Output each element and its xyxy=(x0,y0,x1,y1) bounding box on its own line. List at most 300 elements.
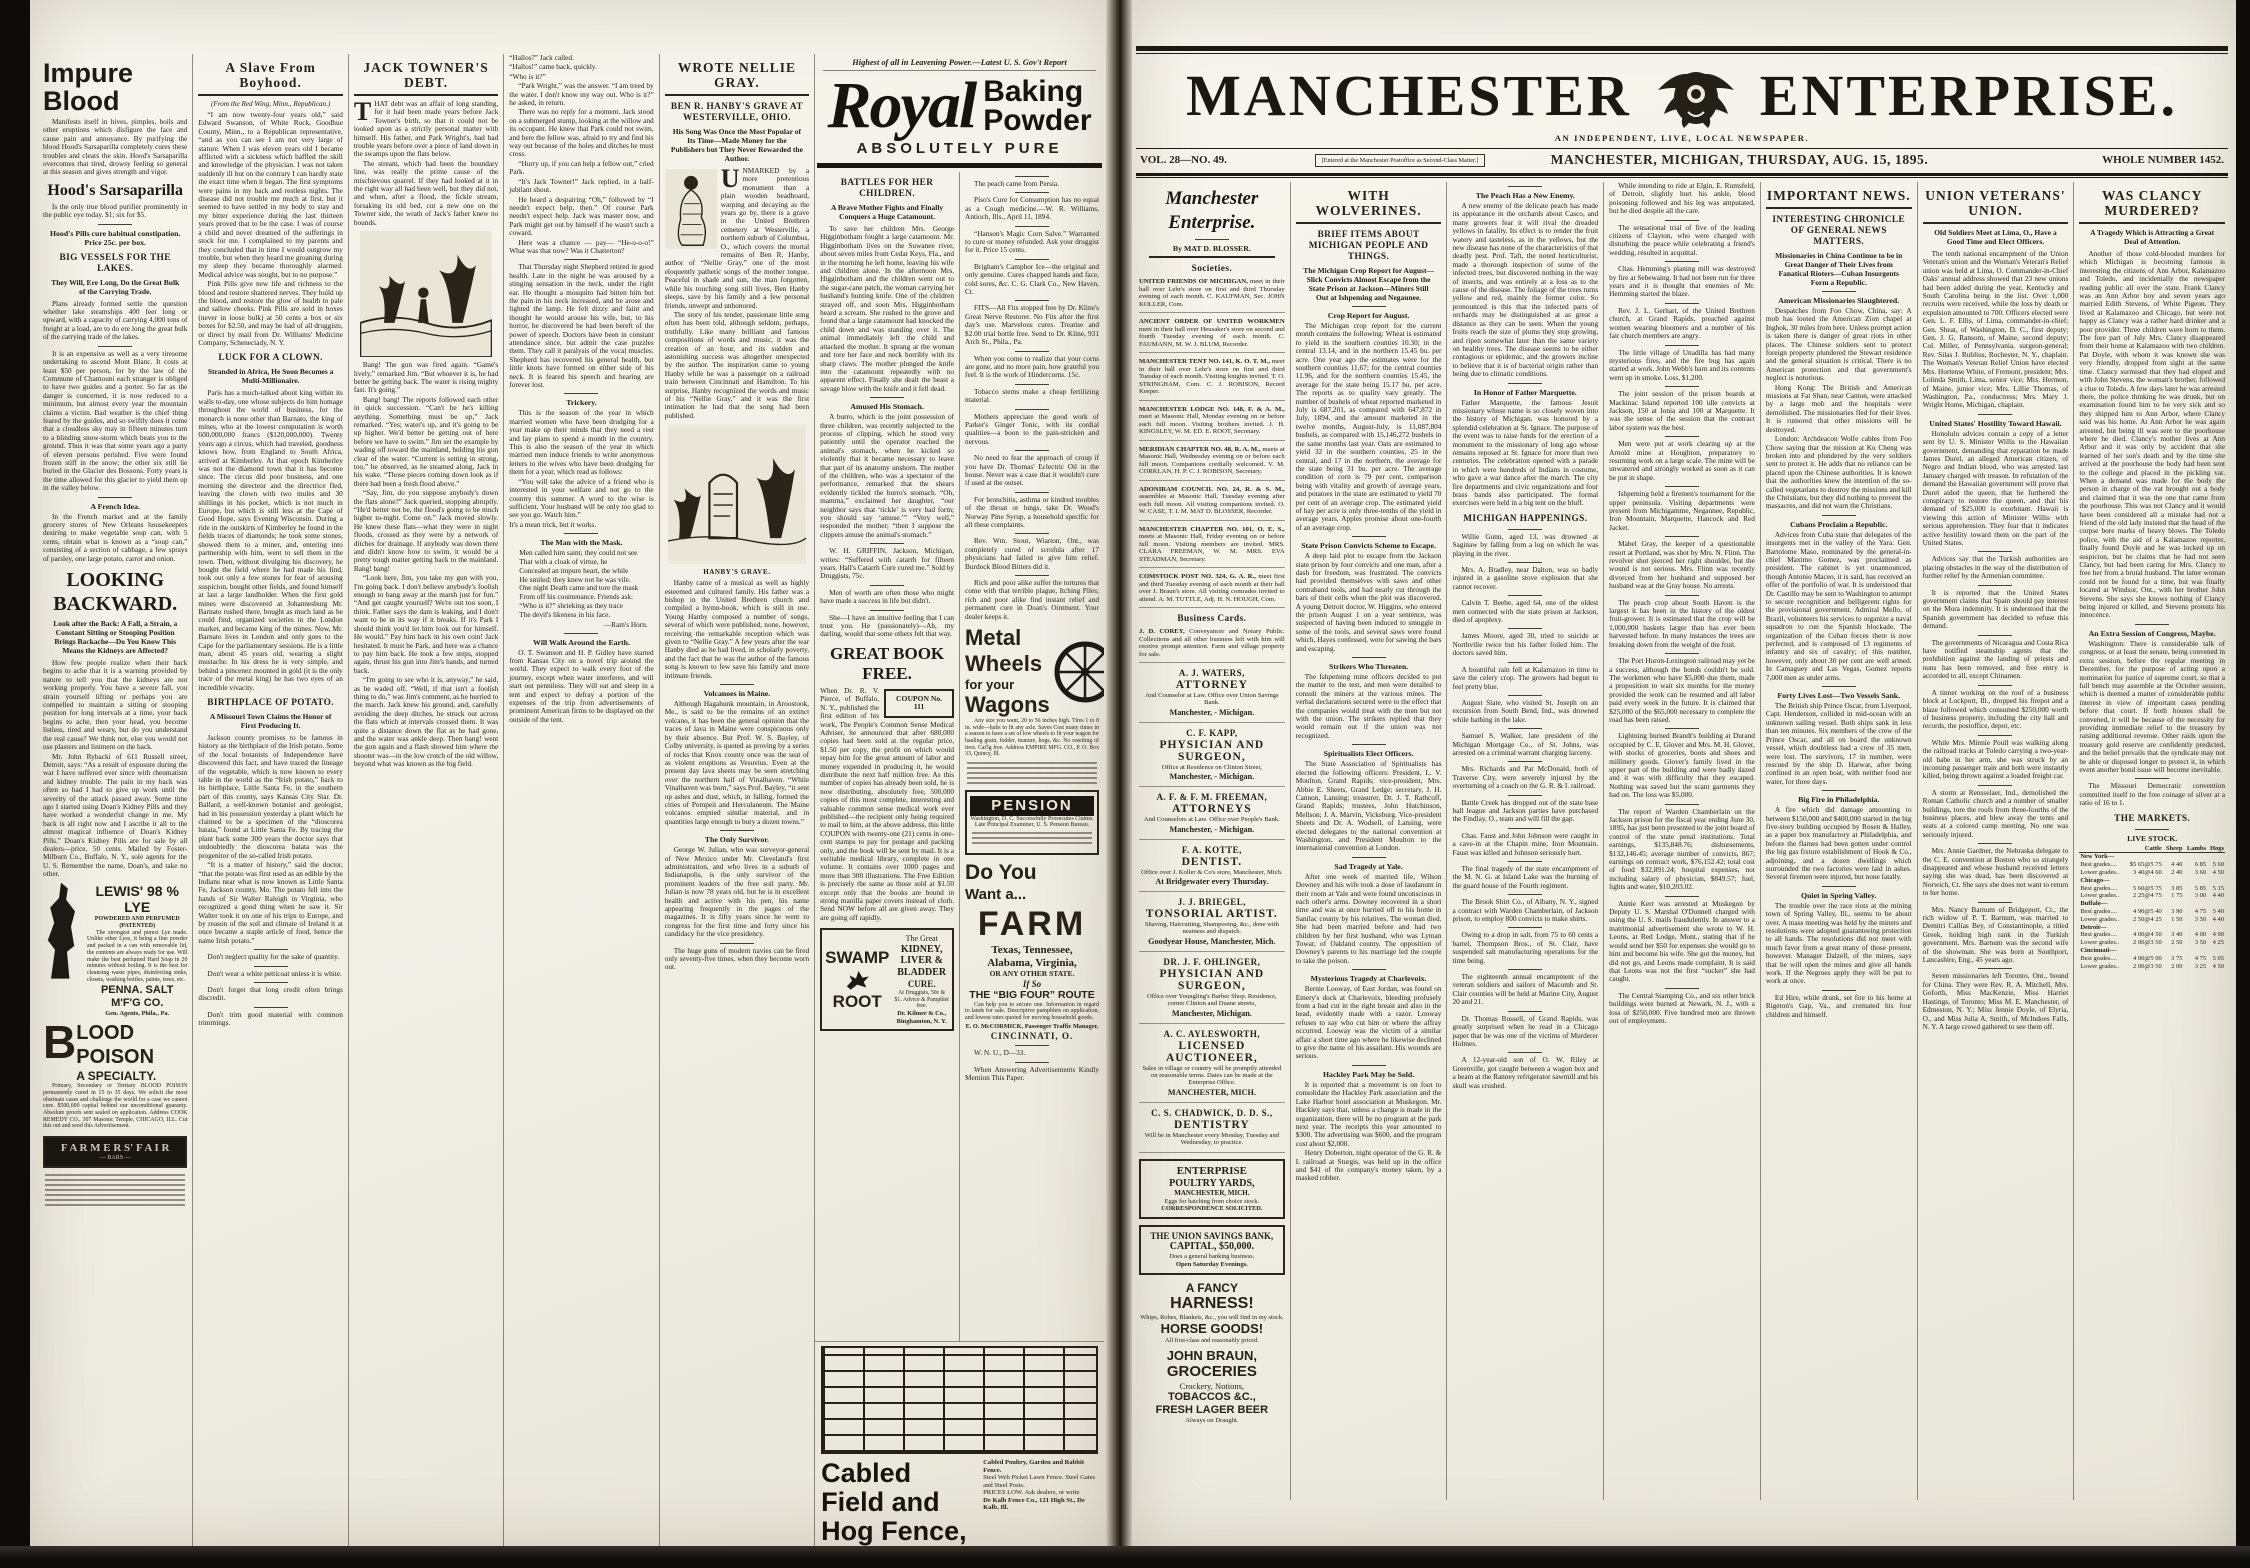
markets-table-cell: 4 00 xyxy=(2194,931,2207,939)
markets-table-header-cell xyxy=(2079,845,2125,853)
item-heading-text: United States' Hostility Toward Hawaii. xyxy=(1929,418,2062,428)
ad-block xyxy=(1139,1225,1285,1275)
business-card-place: Goodyear House, Manchester, Mich. xyxy=(1148,936,1276,946)
news-item-text: A bountiful rain fell at Kalamazoo in time to save the celery crop. The growers had begun to feel pretty blue. xyxy=(1452,664,1599,691)
page-fold-gutter xyxy=(1106,0,1132,1552)
business-card-role: ATTORNEYS xyxy=(1172,803,1252,816)
item-separator-rule xyxy=(1508,186,1542,187)
news-item xyxy=(1452,795,1598,824)
news-item xyxy=(1923,551,2069,580)
rooster-icon xyxy=(844,969,870,991)
ad-line: OR ANY OTHER STATE. xyxy=(989,968,1075,978)
news-item xyxy=(1452,628,1598,657)
news-item-text: Samuel S. Walker, late president of the Michigan Mortgage Co., of St. Johns, was arrested on a criminal warrant charging larceny. xyxy=(1452,731,1599,757)
item-separator-rule xyxy=(1508,1011,1542,1012)
markets-table-cell: 4 00@5 00 xyxy=(2132,954,2162,962)
news-item-text: Rev. J. L. Gerhart, of the United Brethren church, at Grand Rapids, preached against women wearing bloomers and a number of his fair church members are angry. xyxy=(1609,305,1755,341)
business-card-details: Sales in village or country will be promptly attended on reasonable terms. Dates can be made at the Enterprise Office. xyxy=(1142,1064,1282,1087)
ad-line: Always on Draught. xyxy=(1185,1417,1239,1425)
news-item xyxy=(1452,529,1598,558)
item-separator-rule xyxy=(1978,968,2012,969)
ad-line: CAPITAL, $50,000. xyxy=(1169,1241,1254,1253)
body-paragraph: This is the season of the year in which married women who have been drudging for a year make up their minds that they need a rest and lay plans to spend a month in the country. This is also the season of the year in which married men induce friends to write anonymous letters to the wives who have been drudging for them for a year, which read as follows: xyxy=(509,408,654,477)
article-deck: A Brave Mother Fights and Finally Conquers a Huge Catamount. xyxy=(831,203,944,221)
body-paragraph: Henry Doberton, night operator of the G. R. & I. railroad at Sturgis, was held up in the office and $41 of the company's money taken, by a masked robber. xyxy=(1295,1148,1442,1183)
society-card-lead: COMSTOCK POST NO. 324, G. A. R., xyxy=(1139,573,1256,580)
body-paragraph: Is the only true blood purifier prominently in the public eye today. $1; six for $5. xyxy=(43,201,188,220)
article-subheadline: BRIEF ITEMS ABOUT MICHIGAN PEOPLE AND THINGS. xyxy=(1308,230,1429,262)
news-item xyxy=(820,543,954,581)
news-item-text: Chas. Faust and John Johnson were caught in a cave-in at the Chapin mine, Iron Mountain. Faust was killed and Johnson seriously hurt. xyxy=(1452,830,1599,857)
body-paragraph: Jackson county promises to be famous in history as the birthplace of the Irish potato. Some of the local botanists of Independence have discovered this fact, and have traced the lineage of the vegetable, which is now known to every table in the world as the “Irish potato,” back to its birthplace, Little Santa Fe, in the southern part of this county, says Kansas City Star. Dr. Ballard, a well-known botanist and geologist, had in his possession yesterday a plant which he claimed to be a specimen of the “dioscorea batata,” found at Little Santa Fe. By tracing the plant back some 300 years the doctor says that undoubtedly the dioscorea batata was the progenitor of the so-called Irish potato. xyxy=(198,733,343,860)
masthead-title-right: ENTERPRISE. xyxy=(1759,63,2178,128)
item-separator-rule xyxy=(870,543,904,544)
article-headline: WAS CLANCY MURDERED? xyxy=(2079,188,2225,224)
news-item-text: Chas. Hemming's planing mill was destroyed by fire at Sebewaing. It had not been run for three years and it is thought that enemies of Mr. Hemming started the blaze. xyxy=(1609,264,1755,299)
news-item xyxy=(1452,728,1598,757)
ad-line: Open Saturday Evenings. xyxy=(1175,1260,1248,1268)
news-item-text: The Port Huron-Lexington railroad may yet be a success, although the bonds couldn't be sold. The workmen who have $5,000 due them, made a proposition to wait six months for the money provided the work can be resumed and all labor paid every week in the future. It is claimed that $25,000 of the $65,000 necessary to complete the road has been raised. xyxy=(1609,656,1755,724)
business-card-role: TONSORIAL ARTIST. xyxy=(1145,908,1278,921)
fence-ad xyxy=(815,1341,1104,1552)
royal-brand-wordmark: Royal xyxy=(827,69,976,142)
body-paragraph: Honolulu advices contain a copy of a letter sent by U. S. Minister Willis to the Hawaiian government, demanding that reparation be made James Durel, an alleged American citizen, of Negro and Indian blood, who was arrested last January charged with treason. In refutation of the demand the Hawaiian government will prove that Durel aided the queen, that he furthered the conspiracy to restore the queen, and that his demand of $25,000 is exorbitant. Hawaii is viewing this action of Minister Willis with serious apprehension. They fear that it indicates active hostility toward them on the part of the United States. xyxy=(1922,428,2069,547)
illustration-caption: HANBY'S GRAVE. xyxy=(703,568,771,577)
markets-table-cell: 4 40 xyxy=(2171,861,2183,869)
news-item xyxy=(1923,843,2069,897)
society-card: MANCHESTER LODGE NO. 148, F. & A. M., meet at Masonic Hall, Monday evening on or before each full moon. Visiting brothers invited. J. H. KINGSLEY, W. M. ED. E. ROOT, Secretary. xyxy=(1139,406,1285,441)
poem-line: Men called him saint; they could not see xyxy=(519,548,638,558)
ad-line: The Great xyxy=(905,934,938,944)
markets-table-row xyxy=(2079,963,2225,971)
giant-letter-b: B xyxy=(43,1015,77,1068)
newspaper-column-right-2 xyxy=(1291,182,1448,1500)
article-deck: His Song Was Once the Most Popular of Its Time—Made Money for the Publishers but They Never Rewarded the Author. xyxy=(670,127,803,163)
news-item-text: Mrs. Richards and Pat McDonald, both of Traverse City, were severely injured by the overturning of a coach on the G. R. & I. railroad. xyxy=(1452,764,1599,791)
markets-table-cell: Best grades.... xyxy=(2080,931,2117,939)
markets-table-cell: 3 40@4 60 xyxy=(2132,868,2162,876)
item-separator-rule xyxy=(1352,857,1386,858)
display-headline: Manchester Enterprise. xyxy=(1165,188,1259,233)
news-item-text: For bronchitis, asthma or kindred troubles of the throat or lungs, take Dr. Wood's Norway Pine Syrup, a household specific for all these complaints. xyxy=(965,494,1099,529)
wire-fence-illustration xyxy=(821,1346,1098,1454)
item-separator-rule xyxy=(1978,551,2012,552)
news-item xyxy=(1609,486,1755,532)
item-separator-rule xyxy=(1822,886,1856,887)
body-paragraph: Hong Kong: The British and American missions at Fat Shan, near Canton, were attacked by a large mob and the hospitals were demolished. The missionaries fled for their lives. It is rumored that other missions will be destroyed. xyxy=(1765,382,1912,434)
news-item-text: Don't forget that long credit often brings discredit. xyxy=(198,984,343,1003)
markets-table-cell: 3 90 xyxy=(2171,907,2183,915)
news-item xyxy=(965,533,1099,571)
news-item-text: Don't trim good material with common trimmings. xyxy=(198,1009,343,1028)
news-item-text: It is an expensive as well as a very tiresome undertaking to ascend Mont Blanc. It costs at least $50 per person, for by the law of the Commune of Chamouni each stranger is obliged to have two guides and a porter. So far as the danger is concerned, it is now reduced to a minimum, but almost every year the mountain claims a victim. Bad weather is the chief thing feared by the guides, and so swiftly does it come that a cloudless sky may in fifteen minutes turn to a blinding snow-storm which beats you to the ground. Thus it was that some years ago a party of eleven persons perished. Five were found frozen stiff in the snow; the other six still lie buried in the Glacier des Bossons. Forty years is the time allowed for this glacier to yield them up in the valley below. xyxy=(43,348,188,493)
news-item xyxy=(1923,685,2069,731)
article-headline: UNION VETERANS' UNION. xyxy=(1923,188,2069,224)
ad-line: GROCERIES xyxy=(1166,1363,1257,1381)
ad-line: ENTERPRISE xyxy=(1176,1164,1247,1177)
markets-table-cell: $5 65@5 75 xyxy=(2129,861,2162,869)
ad-line: JOHN BRAUN, xyxy=(1166,1348,1257,1364)
business-card-details: Office over J. Koller & Co's store, Manchester, Mich. xyxy=(1141,868,1283,876)
item-separator-rule xyxy=(1015,259,1049,260)
business-card-name: A. F. & F. M. FREEMAN, xyxy=(1156,792,1268,803)
news-item xyxy=(665,943,809,972)
item-separator-rule xyxy=(1508,529,1542,530)
markets-table xyxy=(2079,845,2225,971)
item-heading-text: Mysterious Tragedy at Charlevoix. xyxy=(1310,974,1427,984)
body-paragraph: Although Hagahunk mountain, in Aroostook, Me., is said to be the remains of an extinct volcano, it has been the general opinion that the traces of lava in Maine were conspicuous only by their absence. But Prof. W. S. Bayley, of Colby university, is quoted as proving by a series of rocks that Knox county once was the seat of as violent eruptions as Vesuvius. Even at the present day lava sheets may be seen stretching over the northern half of Vinalhaven. “While Vinalhaven was born,” says Prof. Bayley, “it sent up ashes and dust, which, in falling, formed the cities of Pompeii and Herculaneum. The Maine volcanos emptied similar material, and in quantities large enough to bury a dozen towns.” xyxy=(664,699,810,826)
body-paragraph: UNMARKED by a more pretentious monument than a plain wooden headboard, warping and decaying as the years go by, there is a grave in the United Brethren cemetery at Westerville, a northern suburb of Columbus, O., which covers the mortal remains of Ben R. Hanby, author of “Nellie Gray,” one of the most eloquently pathetic songs of the mother tongue. Peaceful in shade and sun, the man forgotten, while his touching song still lives, Ben Hanby sleeps, save by his family and a few personal friends, unwept and unhonored. xyxy=(664,164,810,310)
news-item-text: Mrs. Annie Gardner, the Nebraska delegate to the C. E. convention at Boston who so strangely disappeared and whose husband received letters saying she was dead, has been discovered at Norwich, Ct. She says she does not want to return to her home. xyxy=(1922,846,2069,898)
item-separator-rule xyxy=(1822,990,1856,991)
markets-table-cell: 3 25 xyxy=(2194,962,2207,970)
news-item xyxy=(1452,894,1598,923)
business-card-place: Manchester, - Michigan. xyxy=(1169,824,1255,834)
markets-table-cell: 5 85 xyxy=(2194,884,2207,892)
display-headline: Impure Blood xyxy=(43,58,134,116)
body-paragraph: COUPON No. 111 When Dr. R. V. Pierce, of Buffalo, N. Y., published the first edition of his work, The People's Common Sense Medical Adviser, he announced that after 680,000 copies had been sold at the regular price, $1.50 per copy, the profit on which would repay him for the great amount of labor and money expended in producing it, he would distribute the next half million free. As this number of copies has already been sold, he is now distributing, absolutely free, 500,000 copies of this most complete, interesting and valuable common sense medical work ever published—the recipient only being required to mail to him, at the above address, this little COUPON with twenty-one (21) cents in one-cent stamps to pay for postage and packing only, and the book will be sent by mail. It is a veritable medical library, complete in one volume. It contains over 1000 pages and more than 300 illustrations. The Free Edition is precisely the same as those sold at $1.50 except only that the books are bound in strong manilla paper covers instead of cloth. Send NOW before all are given away. They are going off rapidly. xyxy=(820,685,955,922)
news-item xyxy=(820,610,954,639)
markets-table-cell: 2 50@4 25 xyxy=(2132,915,2162,923)
body-paragraph: Mr. John Rybacki of 611 Russell street, Detroit, says: “As a result of exposure during the war I have suffered ever since with rheumatism and kidney trouble. The pain in my back was often so bad I had to give up work until the severity of the attack passed away. Some time ago I started using Doan's Kidney Pills and they have worked a wonderful change in me. My back is all right now and I ascribe it all to the almost magical influence of Doan's Kidney Pills.” Doan's Kidney Pills are for sale by all dealers—price, 50 cents. Mailed by Foster-Milburn Co., Buffalo, N. Y., sole agents for the U. S. Remember the name, Doan's, and take no other. xyxy=(43,751,188,879)
item-separator-rule xyxy=(1508,969,1542,970)
news-item xyxy=(965,384,1099,405)
poem-line: Concealed an impure heart, the while xyxy=(519,565,629,575)
body-paragraph: A fire which did damage amounting to between $150,000 and $400,000 started in the big five-story building occupied by Rosen & Halley, as a paper box manufactory at Philadelphia, and before the flames had been gotten under control the big gas fixture establishment of Hook & Co., adjoining, and a dozen dwellings which surrounded the two factories were laid in ashes. Several firemen were injured, but none fatally. xyxy=(1765,805,1912,882)
item-heading-text: American Missionaries Slaughtered. xyxy=(1778,296,1900,305)
news-item-text: That Thursday night Shepherd retired in good health. Late in the night he was aroused by a stinging sensation in the neck, under the right ear. He thought a mosquito had bitten him but the pain in his neck increased, and he arose and lighted the lamp. He felt dizzy and faint and thought he would arouse his wife, but, to his horror, he discovered he had been bereft of the power of speech. Doctors have been in constant attendance since, but admit the case puzzles them. They call it paralysis of the vocal muscles. Shepherd has recovered his general health, but little knots have formed on either side of his neck. It is feared his speech and hearing are forever lost. xyxy=(509,262,654,390)
body-paragraph: Manifests itself in hives, pimples, boils and other eruptions which disfigure the face and cause pain and annoyance. By purifying the blood Hood's Sarsaparilla completely cures these troubles and clears the skin. Hood's Sarsaparilla overcomes that tired, drowsy feeling so general at this season and gives strength and vigor. xyxy=(43,117,188,177)
news-item-text: When Answering Advertisements Kindly Mention This Paper. xyxy=(965,1064,1099,1083)
news-item xyxy=(1923,635,2069,681)
news-item xyxy=(965,192,1099,221)
item-separator-rule xyxy=(1665,345,1699,346)
item-separator-rule xyxy=(1978,735,2012,736)
right-page xyxy=(1128,0,2236,1552)
article-source-line: (From the Red Wing, Minn., Republican.) xyxy=(210,100,331,108)
markets-table-cell: 4 75 xyxy=(2194,907,2207,915)
metal-wheels-ad xyxy=(965,625,1099,758)
news-item-text: The little village of Unadilla has had many mysterious fires, and the fire bug has again started at work. John Webb's barn and its contents went up in smoke. Loss, $1,200. xyxy=(1609,347,1755,382)
item-heading-text: Trickery. xyxy=(566,398,597,408)
ad-line: SWAMP xyxy=(825,947,890,967)
body-paragraph: “It is a matter of history,” said the doctor, “that the potato was first used as an edible by the Indians near what is now known as Little Santa Fe, Jackson county, Mo. The potato fell into the hands of Sir Walter Raleigh in Virginia, who recognized a good thing when he saw it. Sir Walter took it on one of his trips to Europe, and by reason of the soil and climate of Ireland it at once became a staple article of food, hence the name Irish potato.” xyxy=(198,860,343,945)
news-item-text: Don't neglect quality for the sake of quantity. xyxy=(207,952,340,962)
item-separator-rule xyxy=(1352,536,1386,537)
business-card xyxy=(1139,668,1285,723)
masthead xyxy=(1128,0,2236,178)
item-separator-rule xyxy=(720,943,754,944)
markets-table-cell: 3 75 xyxy=(2171,954,2183,962)
business-card-place: MANCHESTER, MICH. xyxy=(1167,1087,1256,1097)
news-item-text: The report of Warden Chamberlain on the Jackson prison for the fiscal year ending June 30, 1895, has just been presented to the joint board of control of the state penal institutions. Total earnings, $135,848.76; disbursements, $132,146.45; average number of convicts, 867; earnings on contract work, $76,152.42; total cost of food $32,891.24; hospital expenses, not including salary of physician, $849.57; fuel, lights and water, $10,203.02. xyxy=(1609,806,1755,892)
body-paragraph: While intending to ride at Elgin, E. Rumsfeld, of Detroit, slightly hurt his ankle, blood poisoning followed and his leg was amputated, but he died despite all the care. xyxy=(1609,182,1755,216)
ad-line: At Druggists, 50c & $1. Advice & Pamphlet free. xyxy=(894,989,949,1010)
news-item-text: Owing to a drop in salt, from 75 to 60 cents a barrel, Thompson Bros., of St. Clair, have suspended salt manufacturing operations for the time being. xyxy=(1452,930,1599,965)
body-paragraph: Pink Pills give new life and richness to the blood and restore shattered nerves. They build up the blood, and restore the glow of health to pale and sallow cheeks. Pink Pills are sold in boxes (never in loose bulk) at 50 cents a box or six boxes for $2.50, and may be had of all druggists, or direct by mail from Dr. Williams' Medicine Company, Schenectady, N. Y. xyxy=(198,279,343,347)
poem-line: The devil's likeness in his face. xyxy=(519,609,611,619)
news-item-text: While Mrs. Minnie Poull was walking along the railroad tracks at Toledo carrying a two-year-old babe in her arm, she was struck by an incoming passenger train and both were instantly killed, being thrown against a loaded freight car. xyxy=(1922,737,2069,781)
news-item-text: Men of worth are often those who might have made a success in life but didn't. xyxy=(820,587,955,606)
ad-line: Want a... xyxy=(965,885,1027,903)
ad-line: Wheels xyxy=(965,651,1043,677)
drop-cap: T xyxy=(353,97,372,126)
ad-line: LEWIS' 98 % LYE xyxy=(95,882,179,916)
business-card-place: Manchester, - Michigan. xyxy=(1169,707,1255,717)
ad-line: CINCINNATI, O. xyxy=(990,1030,1074,1041)
markets-table-cell: 4 40 xyxy=(2212,915,2225,923)
news-item-text: W. N. U., D—33. xyxy=(974,1048,1026,1058)
item-separator-rule xyxy=(1508,828,1542,829)
ad-line: — BARS — xyxy=(99,1155,131,1162)
society-card-lead: MANCHESTER LODGE NO. 148, F. & A. M., xyxy=(1139,405,1285,413)
business-card-role: DENTIST. xyxy=(1181,855,1243,868)
body-paragraph: The Michigan crop report for the current month contains the following: Wheat is estimated to yield in the southern counties 10.30; in the central 13.14, and in the northern 15.45 bu. per acre. One year ago the estimates were for the southern counties 11.67; for the central counties 11.96, and for the northern counties 15.45, the average for the state being 15.17 bu. per acre. The reports as to quality vary greatly. The number of bushels of wheat reported marketed in July is 687,201, as compared with 647,872 in July, 1894, and the amount marketed in the twelve months, August-July, is 11,087,804 bushels, as compared with 15,146,272 bushels in the same months last year. Oats are estimated to yield 32 in the southern counties, 25 in the central, and 17 in the northern, the average for the state being 31 bu. per acre. The average condition of corn is 79 per cent, comparison being with vitality and growth of average years, and potatoes in the state are estimated to yield 70 per cent of an average crop. The estimated yield of hay per acre is only three-tenths of the yield in average years. Apples promise about one-fourth of an average crop. xyxy=(1295,321,1442,532)
item-separator-rule xyxy=(564,393,598,394)
item-heading-text: Quiet in Spring Valley. xyxy=(1801,890,1877,900)
body-paragraph: “Who is it?” xyxy=(509,71,546,81)
lye-figure-illustration xyxy=(43,883,83,979)
news-item-text: Don't wear a white petticoat unless it is white. xyxy=(207,968,342,978)
item-separator-rule xyxy=(1978,585,2012,586)
markets-table-cell: Lower grades.. xyxy=(2080,915,2120,923)
news-item xyxy=(1609,303,1755,341)
news-item xyxy=(1609,728,1755,799)
body-paragraph: It is reported that a movement is on foot to consolidate the Hackley Park association and the Lake Harbor hotel association at Muskegon. Mr. Hackley says that, unless a change is made in the organization, there will be no program at the park next year. The receipts this year amounted to $300. The advertising was $600, and the program cost about $2,000. xyxy=(1295,1079,1442,1148)
markets-table-cell: 4 50 xyxy=(2212,868,2225,876)
markets-table-row xyxy=(2079,869,2225,877)
item-heading-text: State Prison Convicts Scheme to Escape. xyxy=(1301,541,1436,551)
body-paragraph: The stream, which had been the boundary line, was really the prime cause of the mischievous quarrel. If they had looked at it in the right way all had been well, but they did not, and when, after a flood, the fickle stream, forsaking its old bed, cut a new one on the Towner side, the wrath of Jack's father knew no bounds. xyxy=(353,158,499,227)
display-headline: GREAT BOOK FREE. xyxy=(830,643,945,683)
ad-line: F A R M E R S' F A I R xyxy=(60,1142,170,1155)
business-card-place: At Bridgewater every Thursday. xyxy=(1155,877,1269,887)
news-item xyxy=(1609,436,1755,482)
news-item-text: No need to fear the approach of croup if you have Dr. Thomas' Eclectric Oil in the house. Never was a case that it wouldn't cure if used at the outset. xyxy=(965,453,1099,488)
news-item xyxy=(1452,595,1598,624)
article-subheadline: Business Cards. xyxy=(1177,614,1247,624)
news-item xyxy=(1923,968,2069,1031)
item-separator-rule xyxy=(870,610,904,611)
poem-line: From off his countenance. Friends ask: xyxy=(519,592,634,602)
news-item-text: A 12-year-old son of O. W. Riley at Greenville, got caught between a wagon box and a beam at the Ranney refrigerator sawmill and his skull was crushed. xyxy=(1452,1055,1599,1090)
item-separator-rule xyxy=(1508,894,1542,895)
news-item-text: Men were put at work clearing up at the Arnold mine at Houghton, preparatory to resuming work on a large scale. The mine will be unwatered and strongly worked as soon as it can be put in shape. xyxy=(1609,439,1755,482)
body-paragraph: “Say, Jim, do you suppose anybody's down the flats alone?” Jack queried, stopping abruptly. “He'd better not be, the flood's going to be much higher to-night. Come on.” Jack moved slowly. He knew these flats—what they were in night floods, crossed as they were by a network of ditches for drainage. If anybody was down there and didn't know how to swim, it would be a pretty tough matter getting back to the mainland. Bang! bang! xyxy=(353,488,499,573)
news-item xyxy=(1452,861,1598,890)
markets-table-cell: Lower grades.. xyxy=(2080,962,2120,970)
article-deck: Old Soldiers Meet at Lima, O., Have a Good Time and Elect Officers. xyxy=(1934,228,2057,246)
item-heading-text: Volcanoes in Maine. xyxy=(703,689,771,699)
article-subheadline: MICHIGAN HAPPENINGS. xyxy=(1463,513,1588,524)
ad-line: Do You xyxy=(965,861,1037,885)
newspaper-column-left-4 xyxy=(504,54,659,1552)
wheels-ad-body: Any size you want, 20 to 56 inches high. Tires 1 to 8 in. wide—hubs to fit any axle. Saves Cost many times in a season to have a set of low wheels to fit your wagon for hauling grain, fodder, manure, hogs, &c. No resetting of tires. Cat'lg free. Address EMPIRE MFG. CO., P. O. Box 33, Quincy, Ill. xyxy=(965,718,1099,758)
body-paragraph: Bang! The gun was fired again. “Game's lively,” remarked Jim. “But whoever it is, he had better be getting back. The water is rising mighty fast. It's going.” xyxy=(353,360,499,395)
item-separator-rule xyxy=(1508,761,1542,762)
ad-line: A FANCY xyxy=(1185,1280,1238,1295)
ad-line: LOOD POISON xyxy=(76,1021,155,1068)
item-separator-rule xyxy=(1665,386,1699,387)
article-subheadline: LUCK FOR A CLOWN. xyxy=(218,353,323,364)
item-separator-rule xyxy=(1508,1052,1542,1053)
body-paragraph: A deep laid plot to escape from the Jackson state prison by four convicts and one man, after a dash for freedom, was frustrated. The convicts had provided themselves with saws and other contraband tools, and had nearly cut through the bars of their cells when the plot was discovered. A young Detroit doctor, W. Higgins, who entered the prison August 1 on a year sentence, was suspected of having been induced to smuggle in some of the tools, and several saws were found which, Hayes confessed, were for sawing the bars and escaping. xyxy=(1295,551,1442,653)
business-card-name: F. A. KOTTE, xyxy=(1181,844,1242,855)
scan-edge-bottom xyxy=(0,1546,2250,1568)
body-paragraph: Bernie Looway, of East Jordan, was found on Emery's dock at Charlevoix, bleeding profusely from a bad cut in the right breast and also in the head, evidently made with a razor. Looway refuses to say who cut him or where the affray occurred. Looway was the victim of a similar affair a short time ago where he likewise declined to give the name of his assailant. His wounds are serious. xyxy=(1295,984,1442,1061)
news-item xyxy=(1609,896,1755,984)
news-item-text: Rich and poor alike suffer the tortures that come with that terrible plague, Itching Piles; rich and poor alike find instant relief and permanent cure in Doan's Ointment. Your dealer keeps it. xyxy=(965,578,1099,621)
scan-edge-left xyxy=(0,0,30,1568)
item-separator-rule xyxy=(1015,409,1049,410)
news-item xyxy=(1452,562,1598,591)
markets-table-cell: Lower grades.. xyxy=(2080,939,2120,947)
body-paragraph: A new enemy of the delicate peach has made its appearance in the orchards about Casco, and many growers fear it will rival the dreaded yellows in fatality. Its effect is to render the fruit watery and tasteless, as in the yellows, but the new disease has none of the characteristics of that deadly pest. Prof. Taft, the noted horticulturist, made a thorough inspection of some of the infected trees, but discovered nothing in the way of insects, and was entirely at a loss as to the cause of the disease. The foliage of the trees turns yellow and red, mainly the former color. So pronounced is this that the infected parts of orchards may be distinguished at as great a distance as they can be seen. When the young fruits reach the size of plums they stop growing, and ripen somewhat later than the same variety on healthy trees. The disease seems to be either contagious or epidemic, and the growers incline to believe that it is of bacterial origin rather than being due to climatic conditions. xyxy=(1452,201,1599,379)
item-separator-rule xyxy=(1665,595,1699,596)
article-deck: A Tragedy Which is Attracting a Great Deal of Attention. xyxy=(2090,228,2215,246)
markets-group-label: New York— xyxy=(2080,853,2115,861)
item-separator-rule xyxy=(1665,486,1699,487)
news-item-text: FITS—All Fits stopped free by Dr. Kline's Great Nerve Restorer. No Fits after the first day's use. Marvelous cures. Treatise and $2.00 trial bottle free. Send to Dr. Kline, 931 Arch St., Phila., Pa. xyxy=(965,303,1099,347)
markets-table-cell: 5 60 xyxy=(2212,861,2225,869)
business-card-name: A. J. WATERS, xyxy=(1178,668,1245,678)
body-paragraph: Advices from Cuba state that delegates of the insurgents met in the valley of the Yara. Gen. Bartolome Maso, nominated by the general-in-chief Maximo Gomez, was proclaimed as president. The cabinet is yet unannounced, though Antonio Maceo, it is said, has received an offer of the portfolio of war. It is understood that Dr. Castillo may be sent to Washington to attempt to secure recognition and belligerent rights for the provisional government. Admiral Mello, of Brazil, volunteers his services to organize a naval squadron to run the Spanish blockade. The organization of the Cuban forces there is now perfected, and is composed of 13 regiments of infantry and six of cavalry; of this number, however, only about 30 per cent are well armed. In Camaguey and Las Vegas, Gomez reports 7,000 men as under arms. xyxy=(1765,529,1912,682)
markets-table-cell: Best grades.... xyxy=(2080,884,2117,892)
item-separator-rule xyxy=(1015,176,1049,177)
markets-table-cell: Best grades.... xyxy=(2080,907,2117,915)
ad-block xyxy=(1139,1281,1285,1344)
article-headline: A Slave From Boyhood. xyxy=(198,60,342,96)
body-paragraph: “Hurry up, if you can help a fellow out,” cried Park. xyxy=(509,158,654,177)
news-item-text: She—I have an intuitive feeling that I can trust you. He (passionately)—Ah, my darling, would that some others felt that way. xyxy=(820,612,955,639)
item-separator-rule xyxy=(1978,685,2012,686)
item-heading-text: Amused His Stomach. xyxy=(850,402,924,412)
business-card-role: LICENSED AUCTIONEER, xyxy=(1165,1039,1258,1064)
news-item-text: Advices say that the Turkish authorities are placing obstacles in the way of the distribution of further relief by the Armenian committee. xyxy=(1922,554,2069,581)
news-item-text: Piso's Cure for Consumption has no equal as a Cough medicine.—W. R. Williams, Antioch, Ills., April 11, 1894. xyxy=(965,195,1099,222)
news-item xyxy=(1609,536,1755,590)
ad-line: THE UNION SAVINGS BANK, xyxy=(1150,1230,1274,1241)
news-item xyxy=(1923,585,2069,631)
news-item xyxy=(1452,695,1598,724)
markets-table-cell: 2 50 xyxy=(2171,939,2183,947)
business-card xyxy=(1139,1029,1285,1103)
item-separator-rule xyxy=(1352,969,1386,970)
horizontal-rule xyxy=(1149,256,1275,258)
body-paragraph: In the French market and at the family grocery stores of New Orleans housekeepers desiring to make vegetable soup can, with 5 cents, obtain what is known as a “soup can,” consisting of a section of cabbage, a few sprays of parsley, one large potato, carrot and onion. xyxy=(43,511,188,563)
news-item xyxy=(965,300,1099,346)
news-item-text: A tinner working on the roof of a business block at Lockport, Ill., dropped his firepot and a blaze followed which consumed $250,000 worth of business property, including the city hall and records, the postoffice, depot, etc. xyxy=(1922,687,2069,731)
news-item-text: A storm at Rensselaer, Ind., demolished the Roman Catholic church and a number of smaller buildings, tore the roofs from three-fourths of the business places, and blew away the tents and seats at a colored camp meeting. No one was seriously injured. xyxy=(1922,787,2069,839)
news-item xyxy=(965,450,1099,488)
business-card-role: PHYSICIAN AND SURGEON, xyxy=(1159,967,1265,992)
news-item-text: Willie Gunn, aged 13, was drowned at Saginaw by falling from a log on which he was playing in the river. xyxy=(1452,531,1599,558)
blood-poison-ad xyxy=(43,1015,188,1130)
news-item xyxy=(1923,735,2069,781)
markets-table-header-cell: Sheep xyxy=(2163,845,2184,853)
news-item xyxy=(1609,595,1755,649)
item-separator-rule xyxy=(564,259,598,260)
news-item xyxy=(965,176,1099,188)
body-paragraph: “Hallos?” Jack called. xyxy=(509,54,574,62)
royal-word-powder: Powder xyxy=(983,104,1092,137)
item-separator-rule xyxy=(1352,1065,1386,1066)
newspaper-column-left-6 xyxy=(815,172,960,1341)
ad-line: PENSION xyxy=(970,796,1094,816)
article-headline: WITH WOLVERINES. xyxy=(1296,188,1442,224)
markets-table-cell: 4 00@4 50 xyxy=(2132,931,2162,939)
illustration-woman xyxy=(665,169,717,253)
item-separator-rule xyxy=(1822,790,1856,791)
society-card-lead: MERIDIAN CHAPTER NO. 48, R. A. M., xyxy=(1139,445,1261,453)
markets-table-cell: 2 00 xyxy=(2171,962,2183,970)
news-item-text: Battle Creek has dropped out of the state base ball league and Jackson parties have purchased the Findlay, O., team and will fill the gap. xyxy=(1452,797,1599,824)
news-item xyxy=(1452,927,1598,965)
news-item xyxy=(965,259,1099,297)
royal-baking-powder-ad xyxy=(817,54,1102,168)
masthead-title-left: MANCHESTER xyxy=(1186,63,1632,128)
item-separator-rule xyxy=(1508,861,1542,862)
body-paragraph: “I'm going to see who it is, anyway,” he said, as he waded off. “Well, if that isn't a foolish thing to do,” was Jim's comment, as he hurried to the march. Jack knew his ground, and, carefully avoiding the deep ditches, he struck out across the flats which at intervals crossed them. It was quite a distance down the flat as he had gone, and the water was ankle deep. Then bang! went the gun again and a flash showed him where the shooter was—in the low crotch of the old willow, beyond what was known as the big field. xyxy=(353,675,499,769)
society-card-lead: MANCHESTER CHAPTER NO. 101, O. E. S., xyxy=(1139,525,1285,533)
business-card xyxy=(1139,792,1285,839)
body-paragraph: A burro, which is the joint possession of three children, was recently subjected to the process of clipping, which he stood very patiently until the operator reached the animal's stomach, when he kicked so violently that it became necessary to leave that part of its anatomy unshorn. The mother of the children, who was a spectator of the performance, remarked that the shears evidently tickled the burro's stomach. “Oh, mamma,” exclaimed her daughter, “our neighbor says that ‘tickle’ is very bad form; you should say ‘amuse.’” “Very well,” responded the mother; “then I suppose the clippers amuse the animal's stomach.” xyxy=(820,412,955,539)
business-card-role: DENTISTRY xyxy=(1174,1118,1250,1131)
article-deck: The Michigan Crop Report for August—Slick Convicts Almost Escape from the State Prison at Jackson—Miners Still Out at Ishpeming and Negaunee. xyxy=(1303,266,1434,302)
article-deck: A Missouri Town Claims the Honor of First Producing It. xyxy=(209,712,332,730)
item-separator-rule xyxy=(1352,306,1386,307)
news-item-text: Mrs. Nancy Barnum of Bridgeport, Ct., the rich widow of P. T. Barnum, was married to Demitri Callias Bey, of Constantinople, a titled Greek, holding high rank in the Turkish government. Mrs. Barnum was the second wife of the showman. She was born at Southport, Lancashire, Eng., 45 years ago. xyxy=(1922,904,2069,965)
markets-table-row xyxy=(2079,924,2225,932)
markets-table-row xyxy=(2079,916,2225,924)
news-item xyxy=(1452,1052,1598,1090)
whole-number: WHOLE NUMBER 1452. xyxy=(2102,154,2224,166)
news-item-text: Dr. Thomas Russell, of Grand Rapids, was greatly surprised when he read in a Chicago paper that he was one of the victims of Murderer Holmes. xyxy=(1452,1013,1599,1048)
ad-line: Crockery, Notions, xyxy=(1179,1381,1245,1392)
pension-ad xyxy=(965,790,1099,855)
item-heading-text: The Peach Has a New Enemy. xyxy=(1475,191,1575,200)
blood-poison-headline xyxy=(43,1015,187,1084)
article-subheadline: BATTLES FOR HER CHILDREN. xyxy=(840,178,934,199)
markets-table-row xyxy=(2079,908,2225,916)
business-card-name: J. J. BRIEGEL, xyxy=(1177,897,1246,908)
poem-line: That with a cloak of virtue, he xyxy=(519,556,608,566)
ad-line: CORRESPONDENCE SOLICITED. xyxy=(1161,1205,1263,1213)
news-item xyxy=(965,575,1099,621)
item-heading-text: Strikers Who Threaten. xyxy=(1329,662,1409,672)
item-separator-rule xyxy=(1015,192,1049,193)
item-separator-rule xyxy=(1352,657,1386,658)
fence-ad-firm: De Kalb Fence Co., 121 High St., De Kalb, Ill. xyxy=(983,1496,1085,1511)
newspaper-column-right-1 xyxy=(1134,182,1291,1500)
ad-line: Eggs for hatching from choice stock. xyxy=(1164,1197,1260,1205)
item-separator-rule xyxy=(1665,988,1699,989)
ad-line: Whips, Robes, Blankets, &c., you will find in my stock. xyxy=(1140,1313,1284,1321)
news-item xyxy=(2079,778,2225,807)
markets-table-cell: 2 00@3 50 xyxy=(2132,939,2162,947)
entered-as-second-class-note: [Entered at the Manchester Postoffice as Second-Class Matter.] xyxy=(1315,154,1485,167)
item-heading-text: Will Walk Around the Earth. xyxy=(533,637,630,647)
body-paragraph: Plans already formed settle the question whether lake steamships 400 feet long or upward, with a capacity of carrying 4,000 tons of freight at a load, are to do ere long the great bulk of the carrying trade of the lakes. xyxy=(43,298,188,342)
item-separator-rule xyxy=(1665,804,1699,805)
item-separator-rule xyxy=(1822,291,1856,292)
news-item-text: The Central Stamping Co., and six other brick buildings were burned at Newark, N. J., with a loss of $250,000. Five hundred men are thrown out of employment. xyxy=(1609,990,1755,1025)
ad-line: Gen. Agents, Phila., Pa. xyxy=(105,1010,170,1018)
eagle-crest-icon xyxy=(1648,60,1744,132)
ad-line: A SPECIALTY. xyxy=(76,1069,157,1084)
markets-table-row xyxy=(2079,877,2225,885)
body-paragraph: “It's Jack Towner!” Jack replied, in a half-jubilant shout. xyxy=(509,176,654,195)
